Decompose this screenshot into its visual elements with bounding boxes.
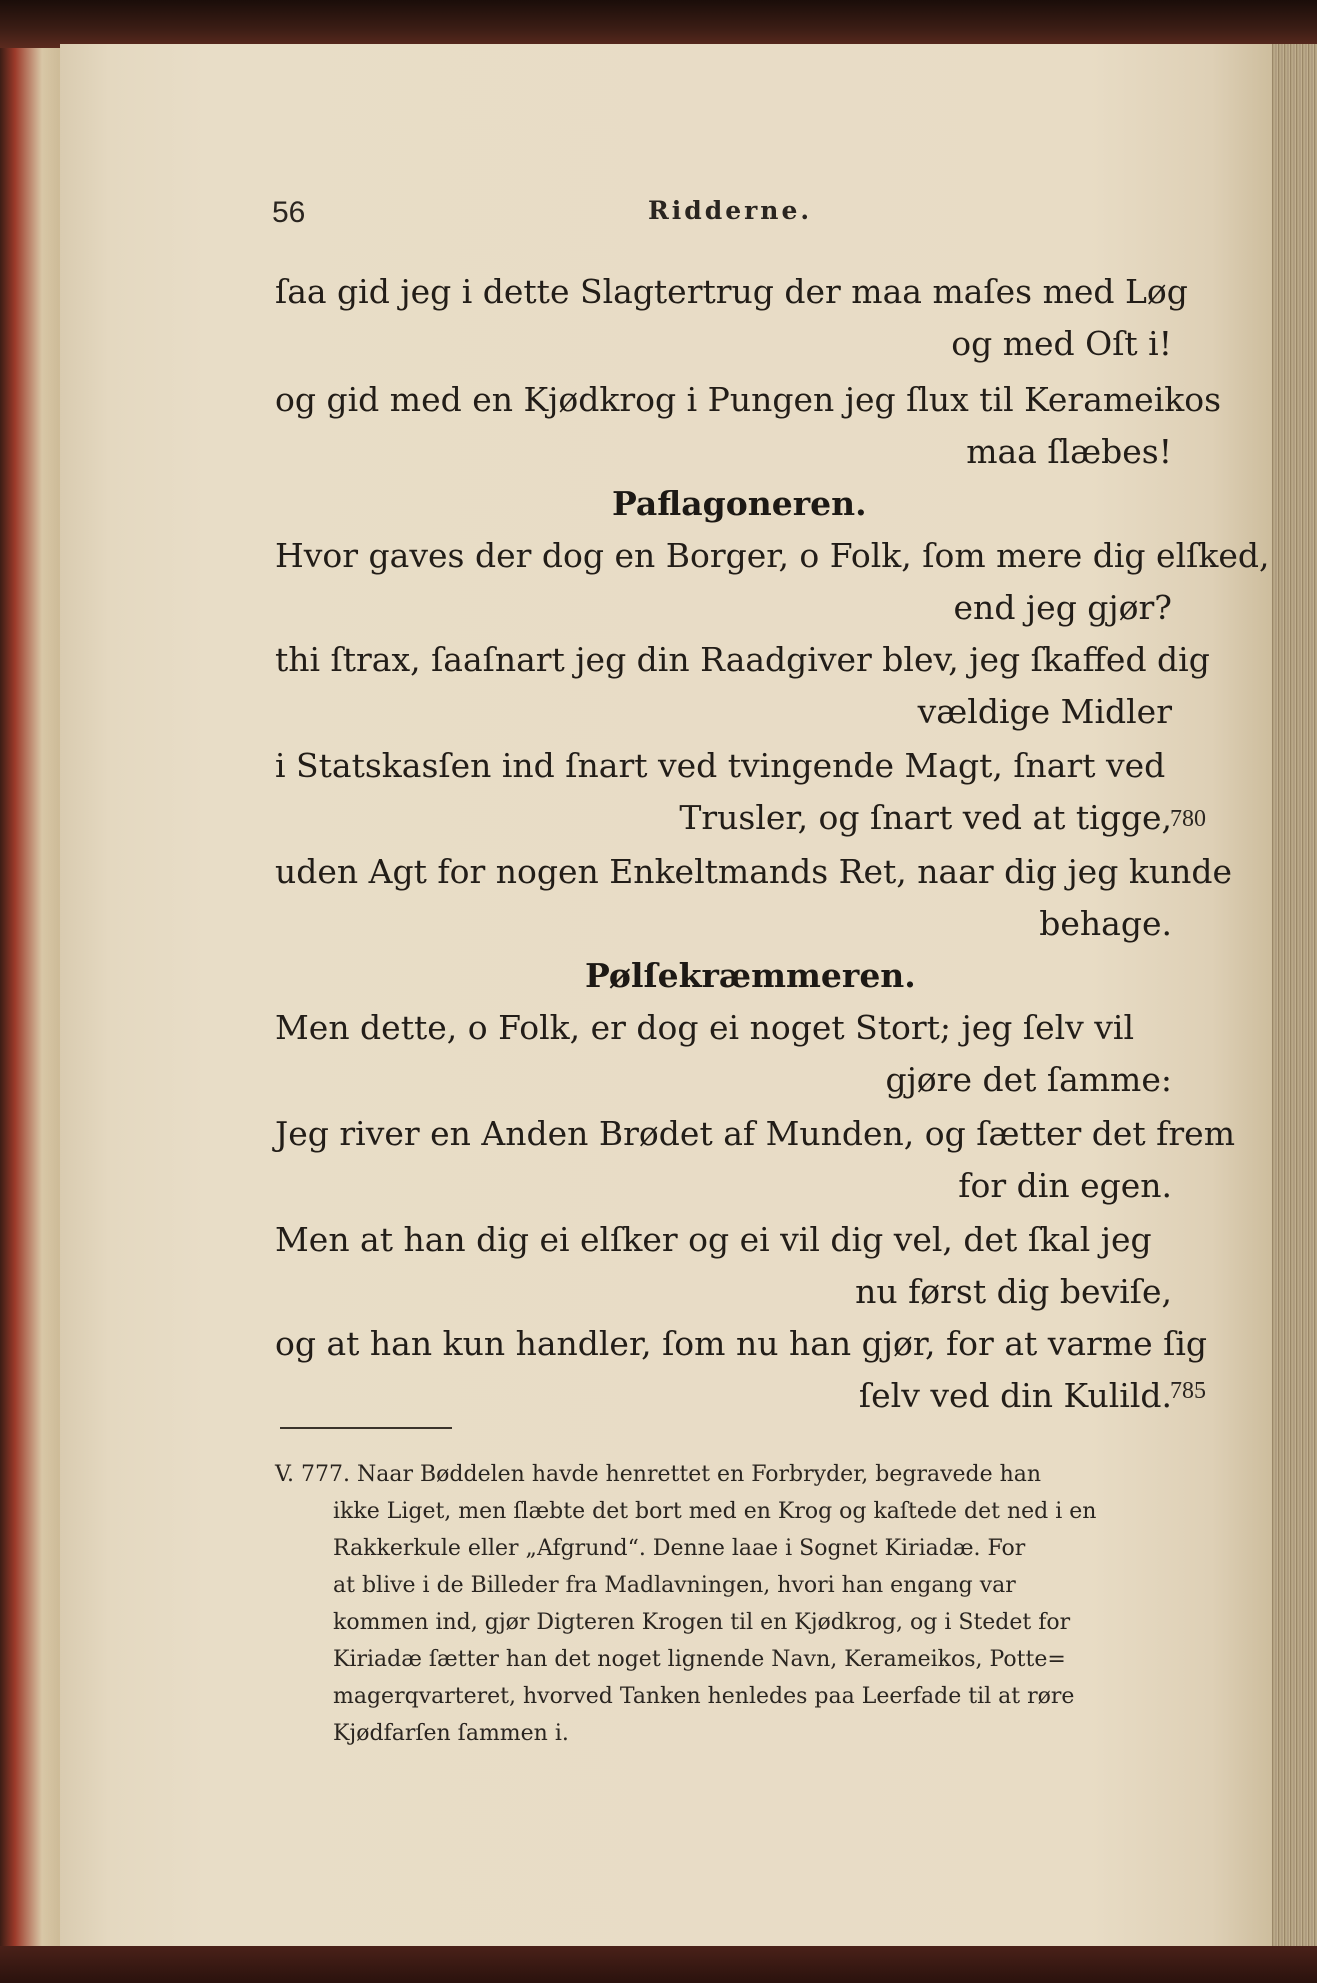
verse-line: og gid med en Kjødkrog i Pungen jeg ſlux til Kerameikos <box>275 380 1222 419</box>
verse-line: Jeg river en Anden Brødet af Munden, og ſætter det frem <box>275 1114 1235 1153</box>
verse-line-continuation: for din egen. <box>958 1166 1172 1205</box>
verse-line: Men dette, o Folk, er dog ei noget Stort; jeg ſelv vil <box>275 1008 1135 1047</box>
speaker-heading: Pølſekræmmeren. <box>585 956 916 995</box>
footnote-line: V. 777. Naar Bøddelen havde henrettet en Forbryder, begravede han <box>275 1462 1042 1487</box>
verse-line-continuation: end jeg gjør? <box>953 588 1172 627</box>
verse-line-continuation: Trusler, og ſnart ved at tigge, <box>679 798 1172 837</box>
verse-line-continuation: ſelv ved din Kulild. <box>858 1376 1172 1415</box>
book-binding-bottom <box>0 1946 1317 1983</box>
verse-line-continuation: gjøre det ſamme: <box>885 1060 1172 1099</box>
verse-line-continuation: maa ſlæbes! <box>966 432 1172 471</box>
verse-line-continuation: vældige Midler <box>917 692 1172 731</box>
footnote-line: kommen ind, gjør Digteren Krogen til en Kjødkrog, og i Stedet for <box>333 1610 1071 1635</box>
verse-line-continuation: og med Oſt i! <box>951 324 1172 363</box>
verse-line: Hvor gaves der dog en Borger, o Folk, ſom mere dig elſked, <box>275 536 1270 575</box>
page-edges <box>1272 44 1317 1946</box>
page-number: 56 <box>272 196 306 229</box>
verse-line: i Statskasſen ind ſnart ved tvingende Magt, ſnart ved <box>275 746 1166 785</box>
footnote-line: Kjødfarſen ſammen i. <box>333 1721 569 1746</box>
footnote-line: at blive i de Billeder fra Madlavningen, hvori han engang var <box>333 1573 1016 1598</box>
footnote-divider <box>280 1427 452 1429</box>
verse-line-continuation: behage. <box>1039 904 1172 943</box>
line-number: 780 <box>1170 806 1206 832</box>
footnote-line: Rakkerkule eller „Afgrund“. Denne laae i Sognet Kiriadæ. For <box>333 1536 1026 1561</box>
verse-line: uden Agt for nogen Enkeltmands Ret, naar dig jeg kunde <box>275 852 1232 891</box>
verse-line: og at han kun handler, ſom nu han gjør, for at varme ſig <box>275 1324 1208 1363</box>
book-spine <box>0 48 60 1946</box>
speaker-heading: Paflagoneren. <box>612 484 867 523</box>
verse-line-continuation: nu først dig beviſe, <box>855 1272 1172 1311</box>
footnote-line: magerqvarteret, hvorved Tanken henledes paa Leerfade til at røre <box>333 1684 1075 1709</box>
running-title: Ridderne. <box>648 196 813 225</box>
line-number: 785 <box>1170 1378 1206 1404</box>
verse-line: thi ſtrax, ſaaſnart jeg din Raadgiver blev, jeg ſkaffed dig <box>275 640 1210 679</box>
footnote-line: Kiriadæ ſætter han det noget lignende Navn, Kerameikos, Potte= <box>333 1647 1066 1672</box>
book-binding-top <box>0 0 1317 48</box>
footnote-line: ikke Liget, men ſlæbte det bort med en Krog og kaſtede det ned i en <box>333 1499 1097 1524</box>
verse-line: ſaa gid jeg i dette Slagtertrug der maa maſes med Løg <box>275 272 1188 311</box>
verse-line: Men at han dig ei elſker og ei vil dig vel, det ſkal jeg <box>275 1220 1152 1259</box>
